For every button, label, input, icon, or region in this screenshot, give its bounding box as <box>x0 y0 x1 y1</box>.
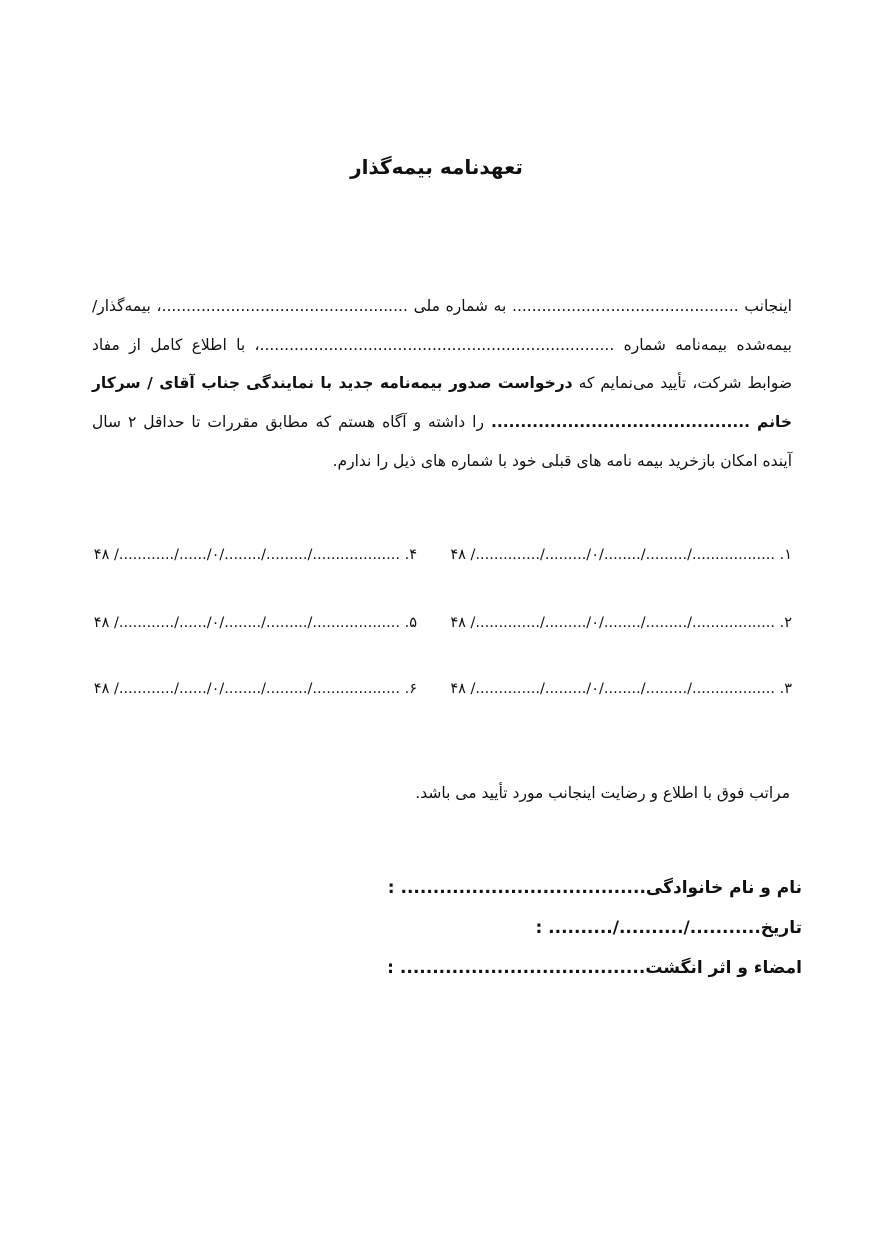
policy-row <box>92 547 792 577</box>
policy-item-1: ۱. ................../........./......../۰/........./............../ ۴۸ <box>450 547 792 563</box>
date-field <box>535 918 802 938</box>
policy-item-6: ۶. .................../........./......../۰/....../............/ ۴۸ <box>93 681 417 697</box>
national-id-label: به شماره ملی <box>413 297 507 315</box>
new-policy-request-text: درخواست صدور بیمه‌نامه جدید با نمایندگی <box>246 374 573 393</box>
national-id-blank: .................................................. <box>161 297 408 315</box>
confirm-text: کامل از مفاد ضوابط شرکت، تأیید می‌نمایم که <box>92 335 793 393</box>
aware-text: را داشته و آگاه هستم که مطابق <box>265 413 484 432</box>
colon: : <box>535 918 543 938</box>
signature-field <box>387 958 802 978</box>
colon: : <box>387 878 395 898</box>
with-info-text: ، با اطلاع <box>191 335 260 354</box>
closing-word: ندارم. <box>332 451 372 470</box>
applicant-name-blank: .............................................. <box>512 297 739 315</box>
policy-row <box>92 615 792 645</box>
colon: : <box>387 958 394 978</box>
signature-label: امضاء و اثر انگشت <box>645 958 802 978</box>
name-label: نام و نام خانوادگی <box>645 878 802 898</box>
agent-name-blank: ............................................ <box>490 413 751 432</box>
policy-number-blank: ........................................................................ <box>259 335 615 354</box>
policy-row <box>92 681 792 711</box>
page-title: تعهدنامه بیمه‌گذار <box>350 155 523 179</box>
policy-item-3: ۳. ................../........./......../۰/........./............../ ۴۸ <box>450 681 792 697</box>
date-label: تاریخ <box>760 918 802 938</box>
commitment-paragraph: اینجانب .............................................. به شماره ملی ..................................................، بیمه‌گذار/بیمه‌شده بیمه‌نامه شماره ........................................................................، با اطلاع کامل از مفاد ضوابط شرکت، تأیید می‌نمایم که درخواست صدور بیمه‌نامه جدید با نمایندگی جناب آقای / سرکار خانم ............................................ را داشته و آگاه هستم که مطابق مقررات تا حداقل ۲ سال آینده امکان بازخرید بیمه نامه های قبلی خود با شماره های ذیل را ندارم. <box>92 297 793 470</box>
name-blank: ...................................... <box>400 878 646 898</box>
policyholder-label: بیمه‌گذار/بیمه‌شده بیمه‌نامه شماره <box>92 297 792 354</box>
name-field <box>388 878 802 898</box>
policy-item-5: ۵. .................../........./......../۰/....../............/ ۴۸ <box>93 615 417 631</box>
confirmation-text: مراتب فوق با اطلاع و رضایت اینجانب مورد تأیید می باشد. <box>415 784 790 802</box>
date-blank: .........../........../.......... <box>548 918 761 938</box>
policy-item-2: ۲. ................../........./......../۰/........./............../ ۴۸ <box>450 615 792 631</box>
applicant-label: اینجانب <box>744 297 792 315</box>
signature-blank: ...................................... <box>399 958 646 978</box>
policy-item-4: ۴. .................../........./......../۰/....../............/ ۴۸ <box>93 547 417 563</box>
regulation-text: مقررات تا حداقل ۲ سال آینده امکان بازخرید بیمه نامه های قبلی خود با شماره های ذیل را <box>92 413 792 470</box>
agent-label: جناب آقای / سرکار خانم <box>92 374 793 432</box>
